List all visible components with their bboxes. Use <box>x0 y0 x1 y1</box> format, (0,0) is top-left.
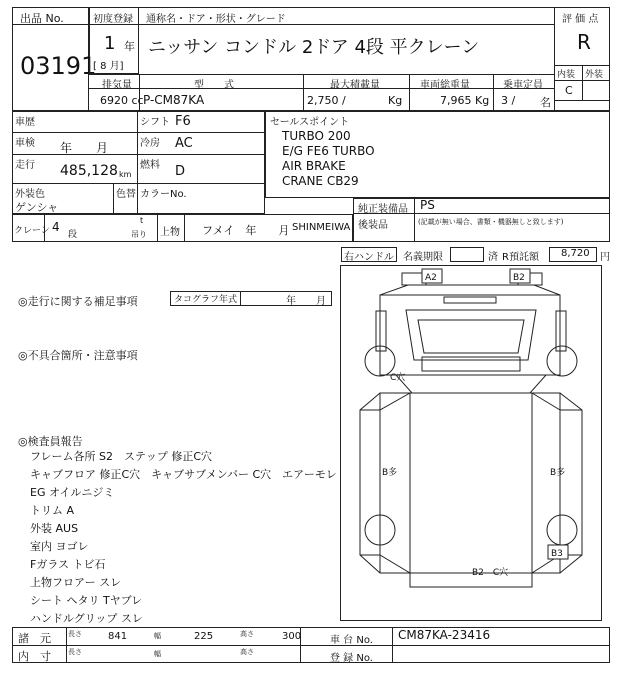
displacement-label: 排気量 <box>102 80 132 91</box>
color-change-label: 色替 <box>116 189 136 200</box>
tachograph-label: タコグラフ年式 <box>174 295 238 305</box>
interior-label: 内装 <box>557 70 576 80</box>
inspector-line: Fガラス トビ石 <box>30 558 106 571</box>
lot-label: 出品 No. <box>20 12 64 25</box>
top-maker: SHINMEIWA <box>292 222 351 233</box>
first-reg-year: 1 <box>104 33 116 54</box>
shift-value: F6 <box>175 114 191 129</box>
gross-weight-label: 車両総重量 <box>420 80 470 91</box>
hoist-unit-top: t <box>140 216 144 225</box>
lot-number: 03191 <box>20 52 97 80</box>
yen-unit: 円 <box>600 252 610 263</box>
internal-length-label: 長さ <box>68 648 82 656</box>
internal-label: 内 寸 <box>18 650 51 663</box>
damage-mark: B3 <box>551 549 563 559</box>
inspector-line: トリム A <box>30 504 75 517</box>
sales-point-line: TURBO 200 <box>282 129 351 143</box>
damage-mark: C穴 <box>390 373 406 383</box>
year-unit: 年 <box>124 40 135 53</box>
defect-notes-title: ◎不具合箇所・注意事項 <box>18 349 138 362</box>
gross-weight-value: 7,965 Kg <box>440 94 490 107</box>
model-label: 型 式 <box>194 80 234 91</box>
damage-mark: B多 <box>550 468 566 478</box>
crane-stages: 4 <box>52 220 60 234</box>
inspector-line: 室内 ヨゴレ <box>30 540 89 553</box>
inspector-line: 上物フロアー スレ <box>30 576 122 589</box>
recycle-fee-value: 8,720 <box>561 248 590 259</box>
inspector-line: フレーム各所 S2 ステップ 修正C穴 <box>30 450 212 463</box>
max-load-label: 最大積載量 <box>330 80 380 91</box>
inspector-line: シート ヘタリ Tヤブレ <box>30 594 143 607</box>
inspector-title: ◎検査員報告 <box>18 435 83 448</box>
displacement-value: 6920 cc <box>100 94 144 107</box>
sales-point-line: CRANE CB29 <box>282 174 359 188</box>
aftermarket-label: 後装品 <box>358 220 388 231</box>
width-value: 225 <box>194 631 214 642</box>
length-label: 長さ <box>68 630 82 638</box>
exterior-color-value: ゲンシャ <box>15 201 59 214</box>
deposit-label: 済 <box>488 252 498 263</box>
capacity-value: 3 / <box>501 94 516 107</box>
ac-label: 冷房 <box>140 138 160 149</box>
aftermarket-note: (記載が無い場合、書類・機器無しと致します) <box>418 218 564 226</box>
mileage-label: 走行 <box>15 160 35 171</box>
truck-diagram <box>340 265 602 621</box>
interior-grade: C <box>565 84 573 97</box>
damage-mark: B2 C穴 <box>472 568 509 578</box>
genuine-label: 純正装備品 <box>358 204 408 215</box>
damage-mark: B2 <box>513 273 525 283</box>
shift-label: シフト <box>140 117 170 128</box>
model-value: P-CM87KA <box>143 93 205 107</box>
crane-label: クレーン <box>14 226 50 236</box>
top-value: フメイ 年 月 <box>202 224 290 237</box>
inspector-line: 外装 AUS <box>30 522 79 535</box>
inspector-line: ハンドルグリップ スレ <box>30 612 143 625</box>
sales-points-label: セールスポイント <box>270 117 350 128</box>
damage-mark: B多 <box>382 468 398 478</box>
capacity-label: 乗車定員 <box>503 80 543 91</box>
history-label: 車歴 <box>15 117 35 128</box>
top-label: 上物 <box>160 227 180 238</box>
vehicle-title: ニッサン コンドル 2ドア 4段 平クレーン <box>148 37 480 58</box>
chassis-value: CM87KA-23416 <box>398 628 491 642</box>
score-value: R <box>577 30 591 54</box>
genuine-value: PS <box>420 198 435 212</box>
internal-width-label: 幅 <box>154 650 161 658</box>
max-load-value: 2,750 / <box>307 94 346 107</box>
inspector-line: EG オイルニジミ <box>30 486 115 499</box>
tachograph-value: 年 月 <box>286 296 326 307</box>
sales-point-line: AIR BRAKE <box>282 159 346 173</box>
driving-notes-title: ◎走行に関する補足事項 <box>18 295 138 308</box>
height-label: 高さ <box>240 630 254 638</box>
dims-label: 諸 元 <box>18 632 51 645</box>
width-label: 幅 <box>154 632 161 640</box>
fuel-value: D <box>175 164 186 179</box>
name-change-box <box>450 247 484 262</box>
length-value: 841 <box>108 631 128 642</box>
ac-value: AC <box>175 136 193 151</box>
name-change-label: 名義期限 <box>403 252 443 263</box>
height-value: 300 <box>282 631 302 642</box>
mileage-unit: km <box>119 170 132 179</box>
score-label: 評 価 点 <box>562 14 599 25</box>
capacity-unit: 名 <box>540 96 551 109</box>
title-label: 通称名・ドア・形状・グレード <box>146 14 286 25</box>
inspection-value: 年 月 <box>60 141 109 155</box>
sales-point-line: E/G FE6 TURBO <box>282 144 375 158</box>
handle-value: 右ハンドル <box>344 252 394 263</box>
exterior-color-label: 外装色 <box>15 189 45 200</box>
chassis-label: 車 台 No. <box>330 635 373 646</box>
max-load-unit: Kg <box>388 94 403 107</box>
fuel-label: 燃料 <box>140 160 160 171</box>
inspection-label: 車検 <box>15 138 35 149</box>
stage-unit: 段 <box>68 230 78 240</box>
inspector-line: キャブフロア 修正C穴 キャブサブメンバー C穴 エアーモレ <box>30 468 337 481</box>
mileage-value: 485,128 <box>60 163 118 179</box>
first-reg-label: 初度登録 <box>93 14 133 25</box>
recycle-fee-label: R預託額 <box>502 252 539 263</box>
hoist-unit-bottom: 吊り <box>131 230 147 239</box>
exterior-label: 外装 <box>585 70 604 80</box>
first-reg-month: [ 8 月] <box>93 61 124 72</box>
damage-mark: A2 <box>425 273 437 283</box>
color-no-label: カラーNo. <box>140 189 187 200</box>
internal-height-label: 高さ <box>240 648 254 656</box>
reg-label: 登 録 No. <box>330 653 373 664</box>
